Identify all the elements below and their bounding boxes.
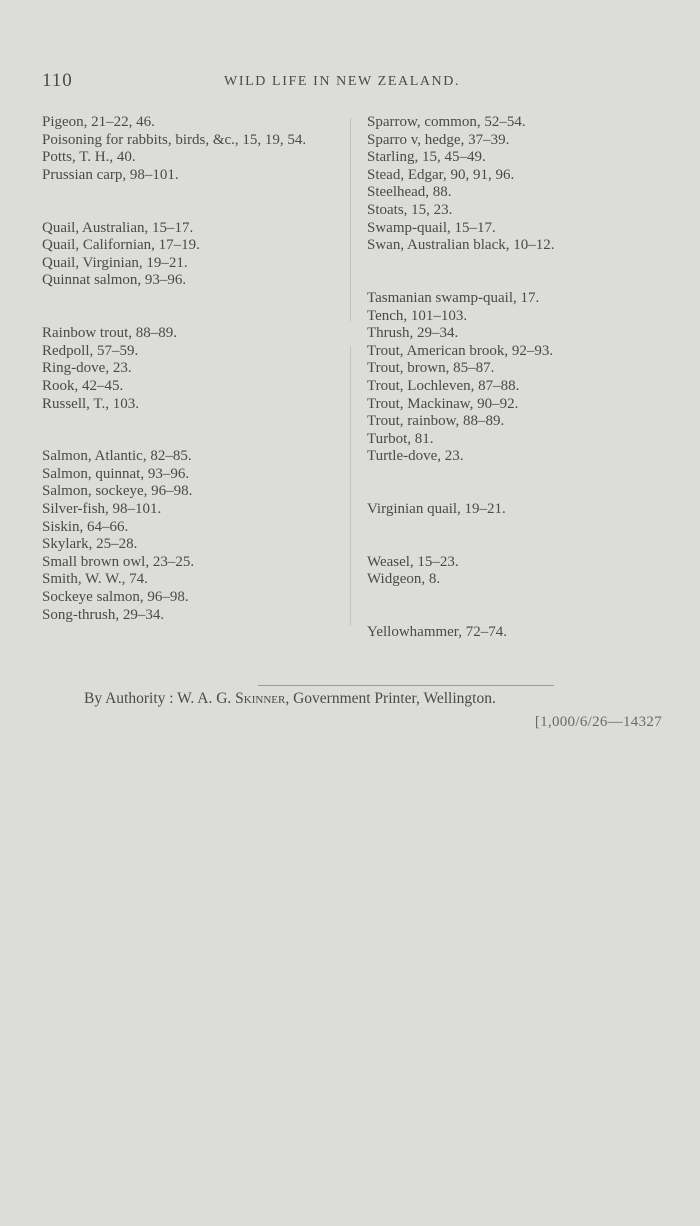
index-entry: Rook, 42–45.	[42, 377, 124, 394]
index-group-r	[42, 325, 342, 413]
print-code: [1,000/6/26—14327	[534, 714, 662, 730]
index-group-s-cont	[367, 114, 687, 255]
index-entry: Yellowhammer, 72–74.	[367, 624, 507, 641]
index-entry: Ring-dove, 23.	[42, 360, 132, 377]
printer-imprint	[84, 690, 496, 708]
index-entry: Trout, Mackinaw, 90–92.	[367, 395, 519, 412]
index-entry: Widgeon, 8.	[367, 571, 441, 588]
index-entry: Salmon, sockeye, 96–98.	[42, 483, 193, 500]
index-entry: Quail, Virginian, 19–21.	[42, 254, 188, 271]
index-entry: Virginian quail, 19–21.	[367, 501, 506, 518]
imprint-prefix: By Authority : W. A. G.	[84, 690, 236, 707]
index-entry: Sparrow, common, 52–54.	[367, 114, 526, 130]
index-entry: Trout, Lochleven, 87–88.	[367, 377, 520, 394]
index-entry: Swan, Australian black, 10–12.	[367, 237, 555, 254]
index-entry: Prussian carp, 98–101.	[42, 166, 179, 183]
index-entry: Skylark, 25–28.	[42, 536, 138, 553]
index-entry: Thrush, 29–34.	[367, 325, 459, 342]
index-entry: Turtle-dove, 23.	[367, 448, 464, 465]
index-group-t	[367, 290, 687, 466]
index-entry: Silver-fish, 98–101.	[42, 501, 162, 518]
index-entry: Trout, brown, 85–87.	[367, 360, 495, 377]
index-group-w	[367, 554, 687, 589]
index-entry: Siskin, 64–66.	[42, 518, 129, 535]
index-entry: Weasel, 15–23.	[367, 553, 459, 570]
index-entry: Quail, Australian, 15–17.	[42, 219, 194, 236]
index-group-s	[42, 448, 342, 624]
footer-rule	[258, 685, 554, 686]
index-entry: Salmon, quinnat, 93–96.	[42, 465, 190, 482]
index-entry: Song-thrush, 29–34.	[42, 606, 165, 623]
index-entry: Starling, 15, 45–49.	[367, 149, 486, 166]
index-group-v	[367, 501, 687, 519]
index-entry: Russell, T., 103.	[42, 395, 139, 412]
page-number: 110	[42, 70, 73, 91]
index-entry: Sockeye salmon, 96–98.	[42, 589, 189, 606]
index-entry: Trout, rainbow, 88–89.	[367, 413, 505, 430]
index-entry: Smith, W. W., 74.	[42, 571, 148, 588]
index-group-y	[367, 624, 687, 642]
index-entry: Quail, Californian, 17–19.	[42, 237, 200, 254]
index-entry: Quinnat salmon, 93–96.	[42, 272, 187, 289]
index-entry: Stead, Edgar, 90, 91, 96.	[367, 166, 515, 183]
index-entry: Small brown owl, 23–25.	[42, 553, 195, 570]
index-entry: Poisoning for rabbits, birds, &c., 15, 19, 54.	[42, 131, 307, 148]
index-entry: Salmon, Atlantic, 82–85.	[42, 448, 192, 465]
index-entry: Potts, T. H., 40.	[42, 149, 136, 166]
index-entry: Stoats, 15, 23.	[367, 201, 453, 218]
index-entry: Tench, 101–103.	[367, 307, 468, 324]
index-entry: Sparro v, hedge, 37–39.	[367, 131, 510, 148]
running-head: WILD LIFE IN NEW ZEALAND.	[224, 74, 461, 89]
index-entry: Redpoll, 57–59.	[42, 342, 139, 359]
index-entry: Swamp-quail, 15–17.	[367, 219, 496, 236]
index-column-right	[367, 114, 687, 642]
index-column-left	[42, 114, 342, 624]
imprint-suffix: , Government Printer, Wellington.	[285, 690, 496, 707]
index-entry: Rainbow trout, 88–89.	[42, 325, 177, 342]
printer-name: Skinner	[235, 690, 286, 707]
index-entry: Pigeon, 21–22, 46.	[42, 114, 155, 130]
index-entry: Trout, American brook, 92–93.	[367, 342, 554, 359]
index-group-q	[42, 220, 342, 290]
column-divider	[350, 118, 351, 626]
index-entry: Turbot, 81.	[367, 430, 434, 447]
index-entry: Tasmanian swamp-quail, 17.	[367, 289, 540, 306]
index-group-p	[42, 114, 342, 184]
index-entry: Steelhead, 88.	[367, 184, 452, 201]
